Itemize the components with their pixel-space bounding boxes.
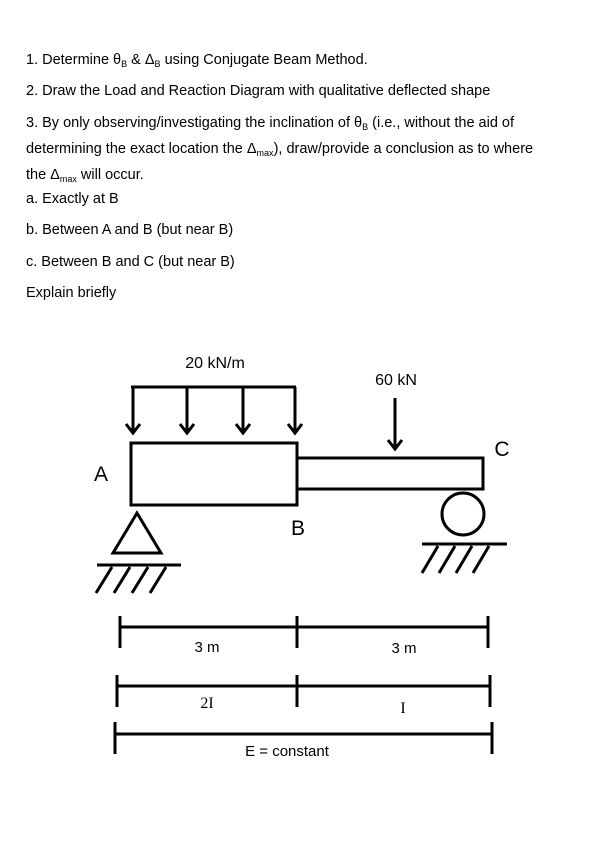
span-bc-label: 3 m	[391, 640, 417, 657]
question-1: 1. Determine $\theta_B$ & $\Delta_B$ using Conjugate Beam Method.	[26, 52, 368, 69]
beam-segment-ab	[131, 443, 297, 505]
pin-support-a	[96, 513, 181, 593]
explain-briefly: Explain briefly	[26, 285, 117, 301]
support-a-label: A	[93, 463, 109, 486]
span-ab-label: 3 m	[194, 639, 220, 656]
question-2: 2. Draw the Load and Reaction Diagram with qualitative deflected shape	[26, 83, 491, 99]
beam-segment-bc	[297, 458, 483, 489]
point-load-label: 60 kN	[375, 372, 417, 389]
dimension-spans	[120, 616, 488, 648]
modulus-label: E = constant	[245, 743, 329, 760]
option-a: a. Exactly at B	[26, 191, 119, 207]
inertia-bc-label: I	[400, 700, 406, 717]
roller-support-c	[422, 493, 507, 573]
support-c-label: C	[494, 438, 510, 461]
distributed-load-arrows	[126, 387, 302, 433]
option-b: b. Between A and B (but near B)	[26, 222, 234, 238]
point-load-arrow	[388, 398, 402, 449]
dimension-inertia	[117, 675, 490, 707]
option-c: c. Between B and C (but near B)	[26, 254, 235, 270]
distributed-load-label: 20 kN/m	[185, 355, 245, 372]
point-b-label: B	[290, 517, 306, 540]
question-3: 3. By only observing/investigating the inclination of $\theta_B$ (i.e., without the aid of determining the exact location the $\Delta_{max}$), draw/provide a conclusion as to where the $\Delta_{max}$ will occur.	[26, 115, 534, 184]
inertia-ab-label: 2I	[200, 695, 214, 712]
